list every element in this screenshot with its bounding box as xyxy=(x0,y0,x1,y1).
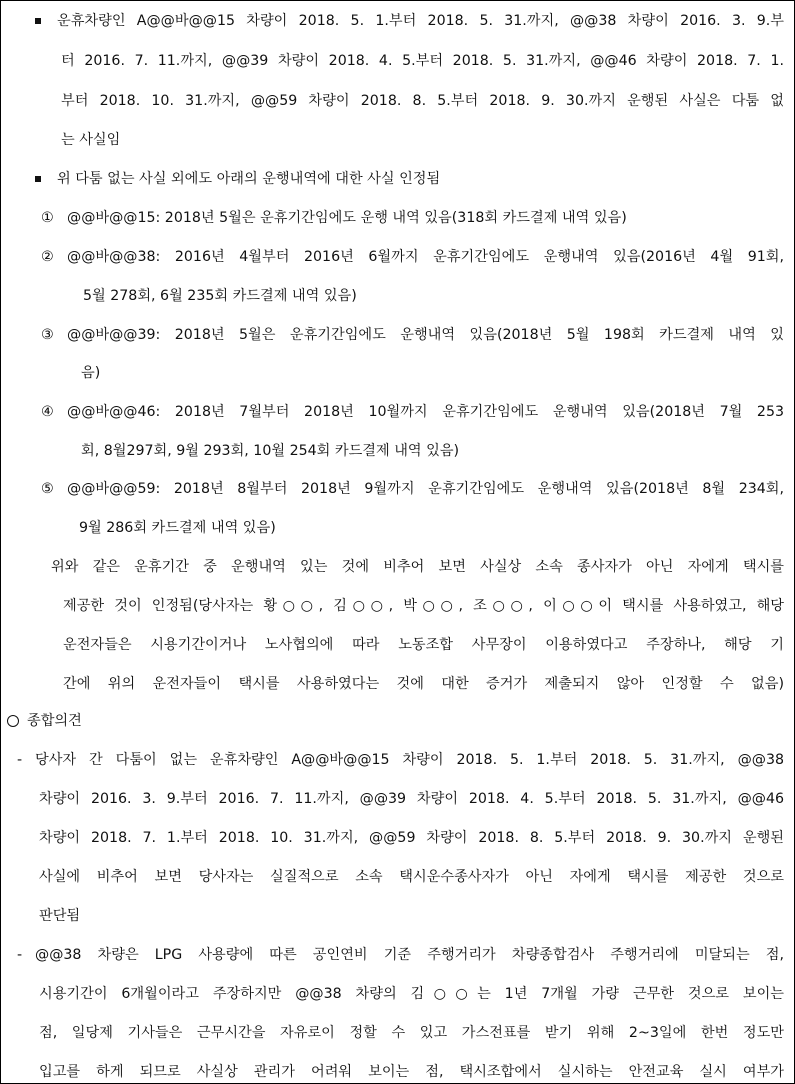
dash2-line-4: 입고를 하게 되므로 사실상 관리가 어려워 보이는 점, 택시조합에서 실시하는 안전교육 실시 여부가 xyxy=(39,1064,784,1080)
item-5-line-1: @@바@@59: 2018년 8월부터 2018년 9월까지 운휴기간임에도 운행내역 있음(2018년 8월 234회, xyxy=(67,481,784,497)
item-1-line-1: @@바@@15: 2018년 5월은 운휴기간임에도 운행 내역 있음(318회 카드결제 내역 있음) xyxy=(67,210,627,226)
conclusion-line-3: 운전자들은 시용기간이거나 노사협의에 따라 노동조합 사무장이 이용하였다고 주장하나, 해당 기 xyxy=(63,637,784,653)
item-5-line-2: 9월 286회 카드결제 내역 있음) xyxy=(79,520,276,536)
section2-heading: 종합의견 xyxy=(27,713,82,729)
item-5-marker: ⑤ xyxy=(41,481,54,497)
dash1-line-2: 차량이 2016. 3. 9.부터 2016. 7. 11.까지, @@39 차량이 2018. 4. 5.부터 2018. 5. 31.까지, @@46 xyxy=(39,791,784,807)
item-2-line-2: 5월 278회, 6월 235회 카드결제 내역 있음) xyxy=(83,288,357,304)
dash2-line-3: 점, 일당제 기사들은 근무시간을 자유로이 정할 수 있고 가스전표를 받기 위해 2~3일에 한번 정도만 xyxy=(39,1025,784,1041)
square-bullet-icon xyxy=(35,18,41,24)
conclusion-line-1: 위와 같은 운휴기간 중 운행내역 있는 것에 비추어 보면 사실상 소속 종사자가 아닌 자에게 택시를 xyxy=(51,559,784,575)
dash2-line-1: @@38 차량은 LPG 사용량에 따른 공인연비 기준 주행거리가 차량종합검사 주행거리에 미달되는 점, xyxy=(35,947,784,963)
dash1-line-1: 당사자 간 다툼이 없는 운휴차량인 A@@바@@15 차량이 2018. 5. 1.부터 2018. 5. 31.까지, @@38 xyxy=(35,752,784,768)
item-4-line-2: 회, 8월297회, 9월 293회, 10월 254회 카드결제 내역 있음) xyxy=(81,443,460,459)
conclusion-line-4: 간에 위의 운전자들이 택시를 사용하였다는 것에 대한 증거가 제출되지 않아 인정할 수 없음) xyxy=(63,676,784,692)
item-2-line-1: @@바@@38: 2016년 4월부터 2016년 6월까지 운휴기간임에도 운행내역 있음(2016년 4월 91회, xyxy=(67,249,784,265)
square-bullet-icon xyxy=(35,176,41,182)
bullet1-line-4: 는 사실임 xyxy=(61,132,121,148)
conclusion-line-2: 제공한 것이 인정됨(당사자는 황○○, 김○○, 박○○, 조○○, 이○○이 택시를 사용하였고, 해당 xyxy=(63,598,784,614)
item-4-marker: ④ xyxy=(41,404,54,420)
bullet1-line-2: 터 2016. 7. 11.까지, @@39 차량이 2018. 4. 5.부터 2018. 5. 31.까지, @@46 차량이 2018. 7. 1. xyxy=(61,53,784,69)
item-2-marker: ② xyxy=(41,249,54,265)
bullet1-line-1: 운휴차량인 A@@바@@15 차량이 2018. 5. 1.부터 2018. 5. 31.까지, @@38 차량이 2016. 3. 9.부 xyxy=(57,13,784,29)
circle-bullet-icon xyxy=(7,715,19,727)
item-4-line-1: @@바@@46: 2018년 7월부터 2018년 10월까지 운휴기간임에도 운행내역 있음(2018년 7월 253 xyxy=(67,404,784,420)
item-3-line-1: @@바@@39: 2018년 5월은 운휴기간임에도 운행내역 있음(2018년 5월 198회 카드결제 내역 있 xyxy=(67,327,784,343)
dash-bullet: - xyxy=(17,947,23,963)
dash1-line-3: 차량이 2018. 7. 1.부터 2018. 10. 31.까지, @@59 차량이 2018. 8. 5.부터 2018. 9. 30.까지 운행된 xyxy=(39,830,784,846)
bullet2-line: 위 다툼 없는 사실 외에도 아래의 운행내역에 대한 사실 인정됨 xyxy=(57,171,441,187)
item-3-line-2: 음) xyxy=(81,365,101,381)
bullet1-line-3: 부터 2018. 10. 31.까지, @@59 차량이 2018. 8. 5.부터 2018. 9. 30.까지 운행된 사실은 다툼 없 xyxy=(61,93,784,109)
item-3-marker: ③ xyxy=(41,327,54,343)
dash1-line-5: 판단됨 xyxy=(39,908,81,924)
dash-bullet: - xyxy=(17,752,23,768)
dash2-line-2: 시용기간이 6개월이라고 주장하지만 @@38 차량의 김○○는 1년 7개월 가량 근무한 것으로 보이는 xyxy=(39,986,784,1002)
item-1-marker: ① xyxy=(41,210,54,226)
dash1-line-4: 사실에 비추어 보면 당사자는 실질적으로 소속 택시운수종사자가 아닌 자에게 택시를 제공한 것으로 xyxy=(39,869,784,885)
